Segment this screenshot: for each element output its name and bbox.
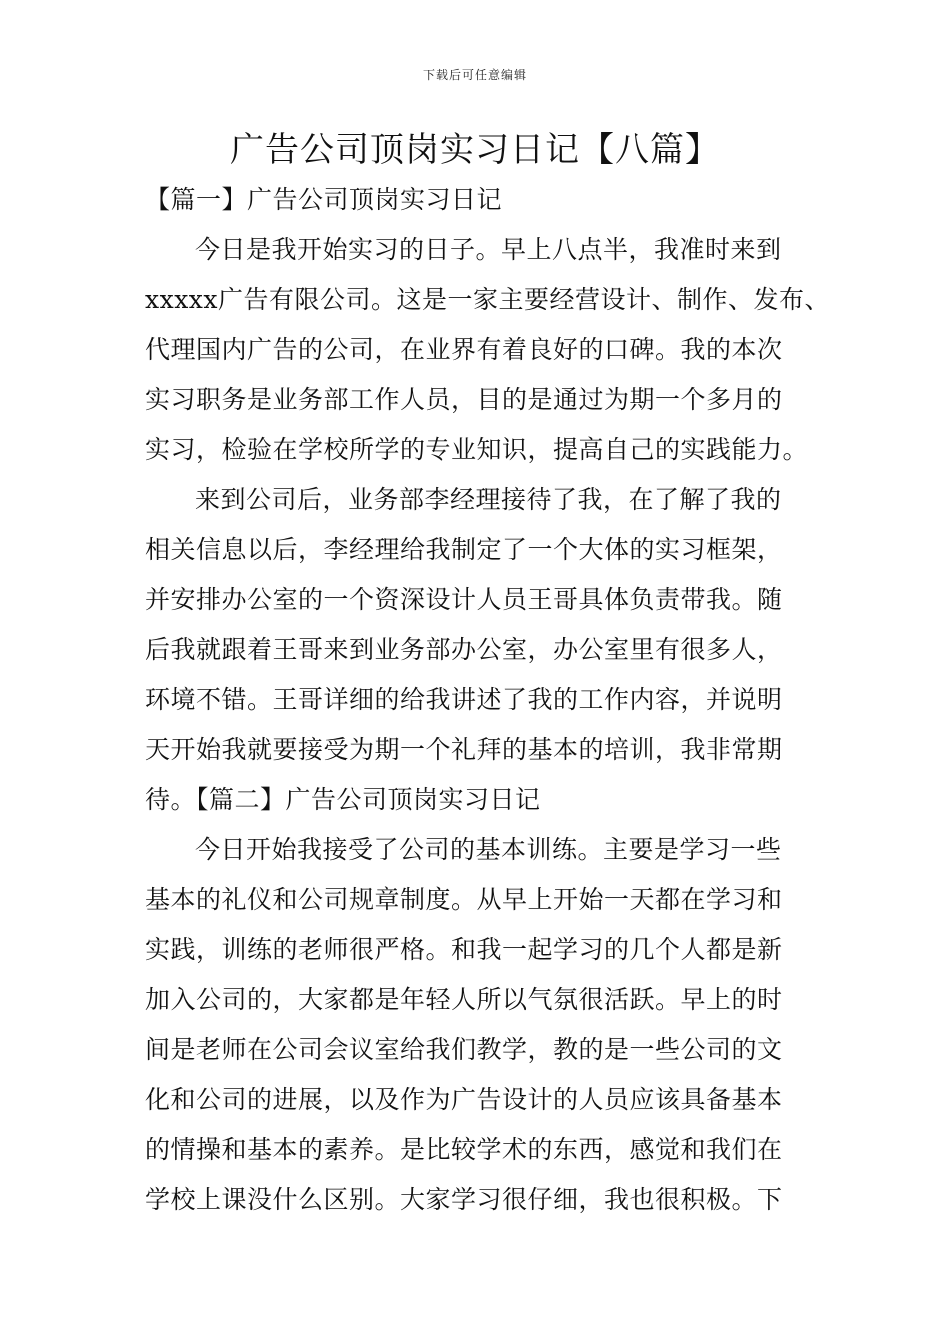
paragraph-line: 实践，训练的老师很严格。和我一起学习的几个人都是新 <box>145 935 783 964</box>
paragraph-line: 间是老师在公司会议室给我们教学，教的是一些公司的文 <box>145 1035 783 1064</box>
paragraph-line: 后我就跟着王哥来到业务部办公室，办公室里有很多人， <box>145 635 783 664</box>
paragraph-line: 天开始我就要接受为期一个礼拜的基本的培训，我非常期 <box>145 735 783 764</box>
paragraph-line: 今日是我开始实习的日子。早上八点半，我准时来到 <box>195 235 782 264</box>
paragraph-line: 相关信息以后，李经理给我制定了一个大体的实习框架， <box>145 535 783 564</box>
header-note: 下载后可任意编辑 <box>422 68 527 82</box>
paragraph-line: xxxxx广告有限公司。这是一家主要经营设计、制作、发布、 <box>145 285 830 314</box>
paragraph-line: 今日开始我接受了公司的基本训练。主要是学习一些 <box>195 835 782 864</box>
section-heading-1: 【篇一】广告公司顶岗实习日记 <box>145 185 503 214</box>
paragraph-line: 来到公司后，业务部李经理接待了我，在了解了我的 <box>195 485 782 514</box>
paragraph-line: 化和公司的进展，以及作为广告设计的人员应该具备基本 <box>145 1085 783 1114</box>
paragraph-line: 并安排办公室的一个资深设计人员王哥具体负责带我。随 <box>145 585 783 614</box>
paragraph-line: 基本的礼仪和公司规章制度。从早上开始一天都在学习和 <box>145 885 783 914</box>
paragraph-line-with-section-heading-2: 待。【篇二】广告公司顶岗实习日记 <box>145 785 541 814</box>
paragraph-line: 实习职务是业务部工作人员，目的是通过为期一个多月的 <box>145 385 783 414</box>
paragraph-line: 的情操和基本的素养。是比较学术的东西，感觉和我们在 <box>145 1135 783 1164</box>
paragraph-line: 代理国内广告的公司，在业界有着良好的口碑。我的本次 <box>145 335 783 364</box>
paragraph-line: 实习，检验在学校所学的专业知识，提高自己的实践能力。 <box>145 435 809 464</box>
paragraph-line: 学校上课没什么区别。大家学习很仔细，我也很积极。下 <box>145 1185 783 1214</box>
document-title: 广告公司顶岗实习日记【八篇】 <box>230 130 720 170</box>
document-body <box>145 180 835 1230</box>
paragraph-line: 环境不错。王哥详细的给我讲述了我的工作内容，并说明 <box>145 685 783 714</box>
paragraph-line: 加入公司的，大家都是年轻人所以气氛很活跃。早上的时 <box>145 985 783 1014</box>
